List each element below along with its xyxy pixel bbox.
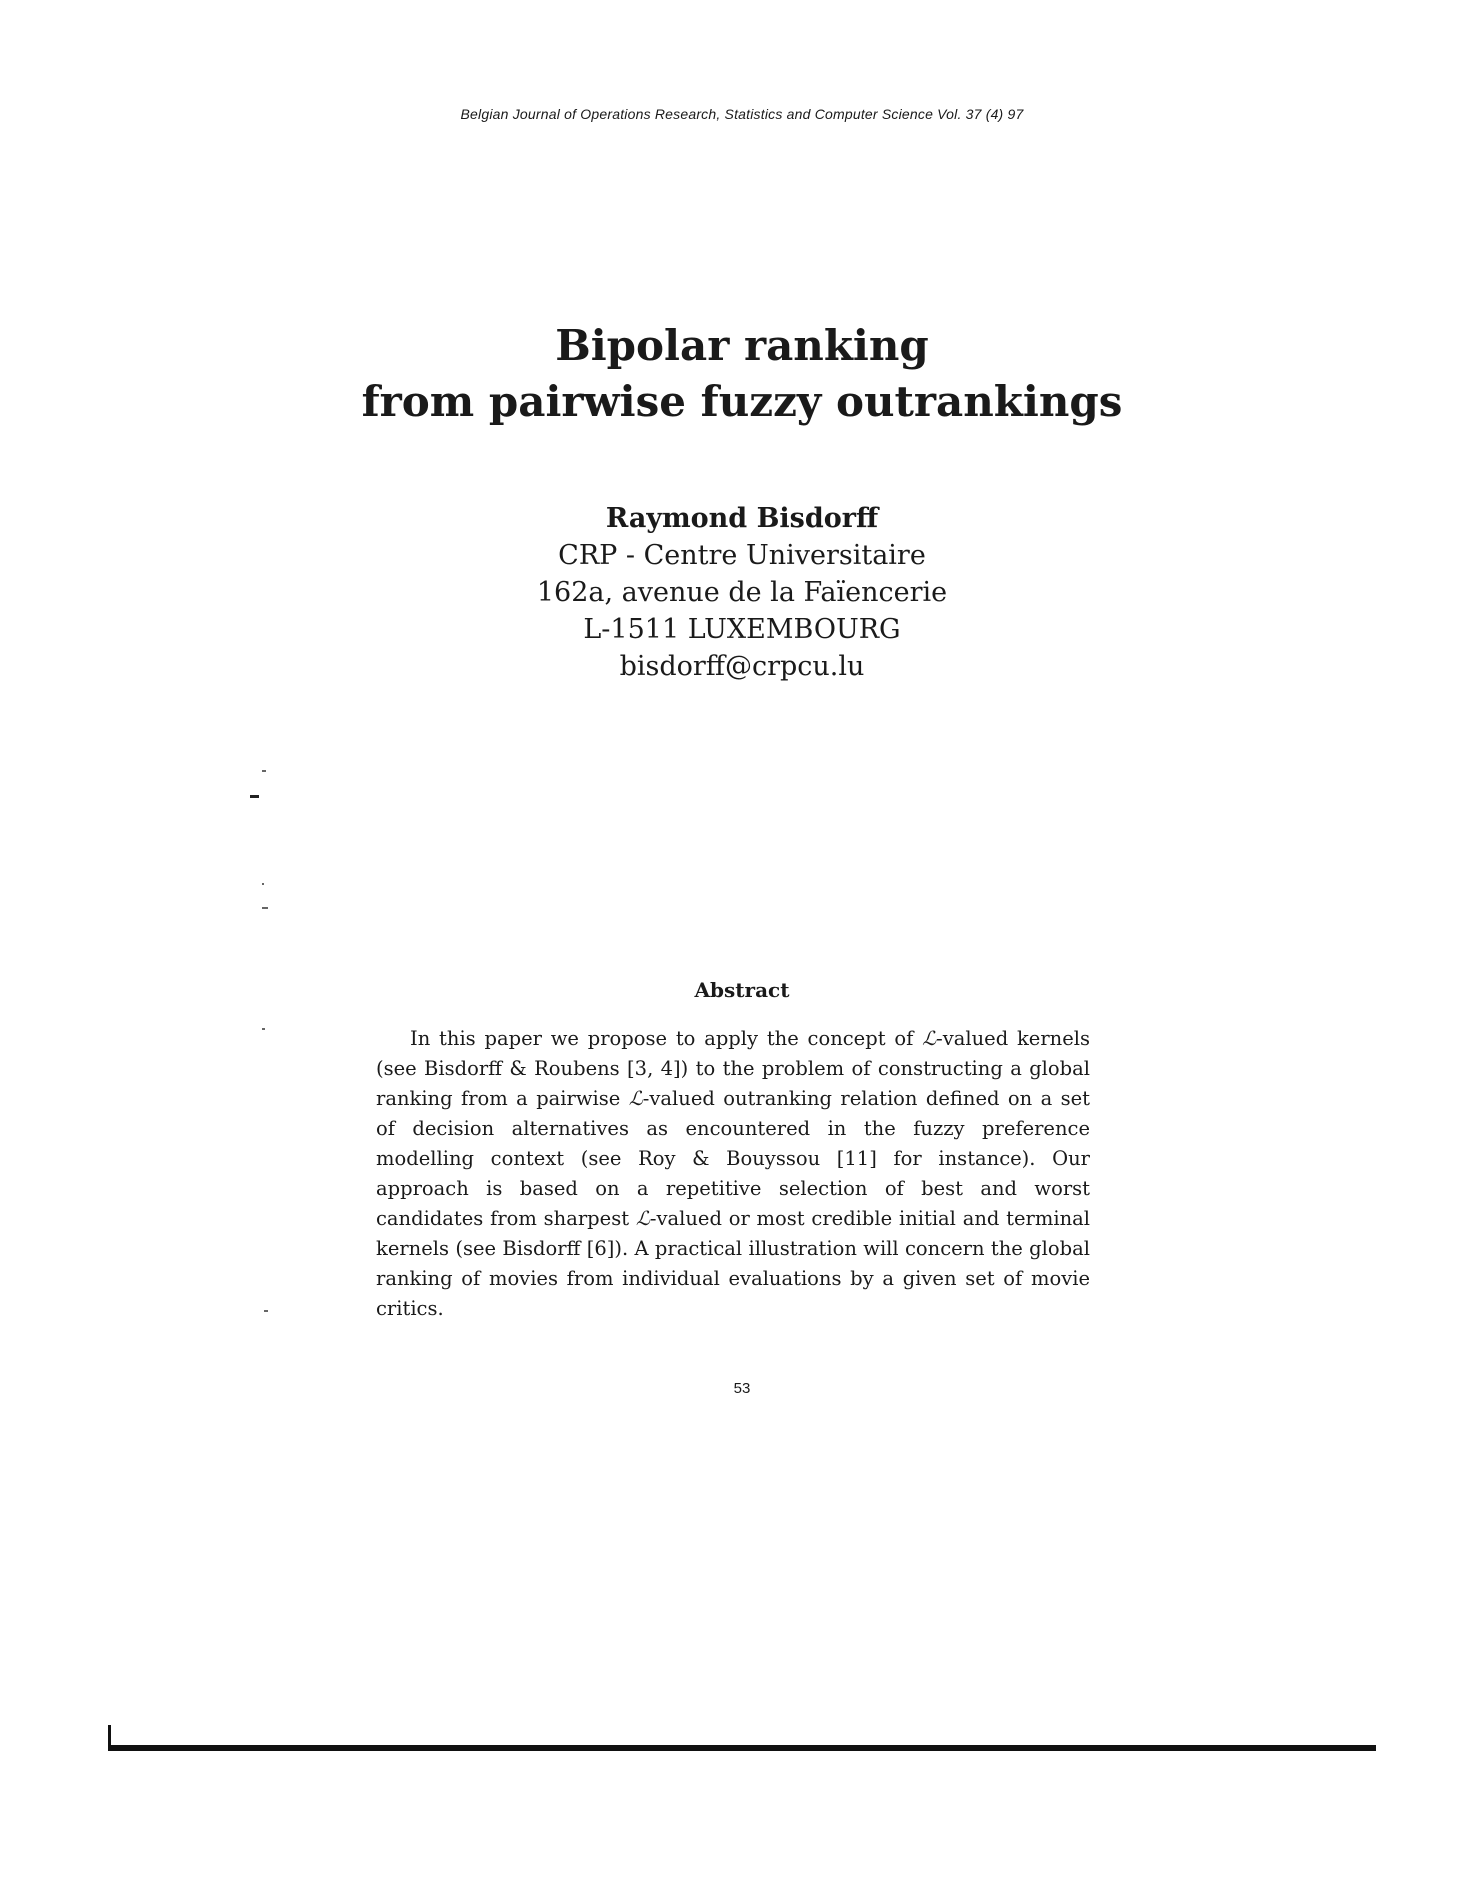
author-name: Raymond Bisdorff: [605, 503, 879, 534]
scan-speck: [262, 770, 266, 772]
abstract-heading: Abstract: [694, 978, 790, 1002]
author-city: L-1511 LUXEMBOURG: [583, 614, 901, 645]
script-l-symbol: ℒ: [635, 1207, 650, 1230]
abstract-text-2: -valued kernels (see Bisdorff & Roubens [3, 4]) to the problem of constructing a global ranking from a pairwise: [376, 1027, 1090, 1110]
scan-speck: [262, 883, 264, 885]
abstract-body: [376, 1024, 1090, 1324]
scan-speck: [262, 1028, 265, 1030]
abstract-text-1: In this paper we propose to apply the concept of: [410, 1027, 923, 1050]
author-street: 162a, avenue de la Faïencerie: [536, 577, 948, 608]
paper-title: [0, 318, 1484, 430]
title-line-1: Bipolar ranking: [555, 321, 929, 370]
author-block: [0, 500, 1484, 685]
scan-speck: [250, 795, 259, 798]
abstract-text-4: -valued or most credible initial and terminal kernels (see Bisdorff [6]). A practical illustration will concern the global ranking of movies from individual evaluations by a given set of movie critics.: [376, 1207, 1091, 1320]
scan-speck: [262, 907, 268, 909]
title-line-2: from pairwise fuzzy outrankings: [361, 377, 1123, 426]
journal-header: Belgian Journal of Operations Research, Statistics and Computer Science Vol. 37 (4) 97: [460, 106, 1024, 122]
page-bottom-rule: [108, 1745, 1376, 1751]
page-number: 53: [733, 1380, 751, 1397]
author-email: bisdorff@crpcu.lu: [619, 651, 865, 682]
abstract-text-3: -valued outranking relation defined on a set of decision alternatives as encountered in the fuzzy preference modelling context (see Roy & Bouyssou [11] for instance). Our approach is based on a repetitive selection of best and worst candidates from sharpest: [376, 1087, 1090, 1230]
author-affiliation: CRP - Centre Universitaire: [558, 540, 926, 571]
scan-speck: [264, 1310, 268, 1312]
script-l-symbol: ℒ: [922, 1027, 937, 1050]
script-l-symbol: ℒ: [628, 1087, 643, 1110]
